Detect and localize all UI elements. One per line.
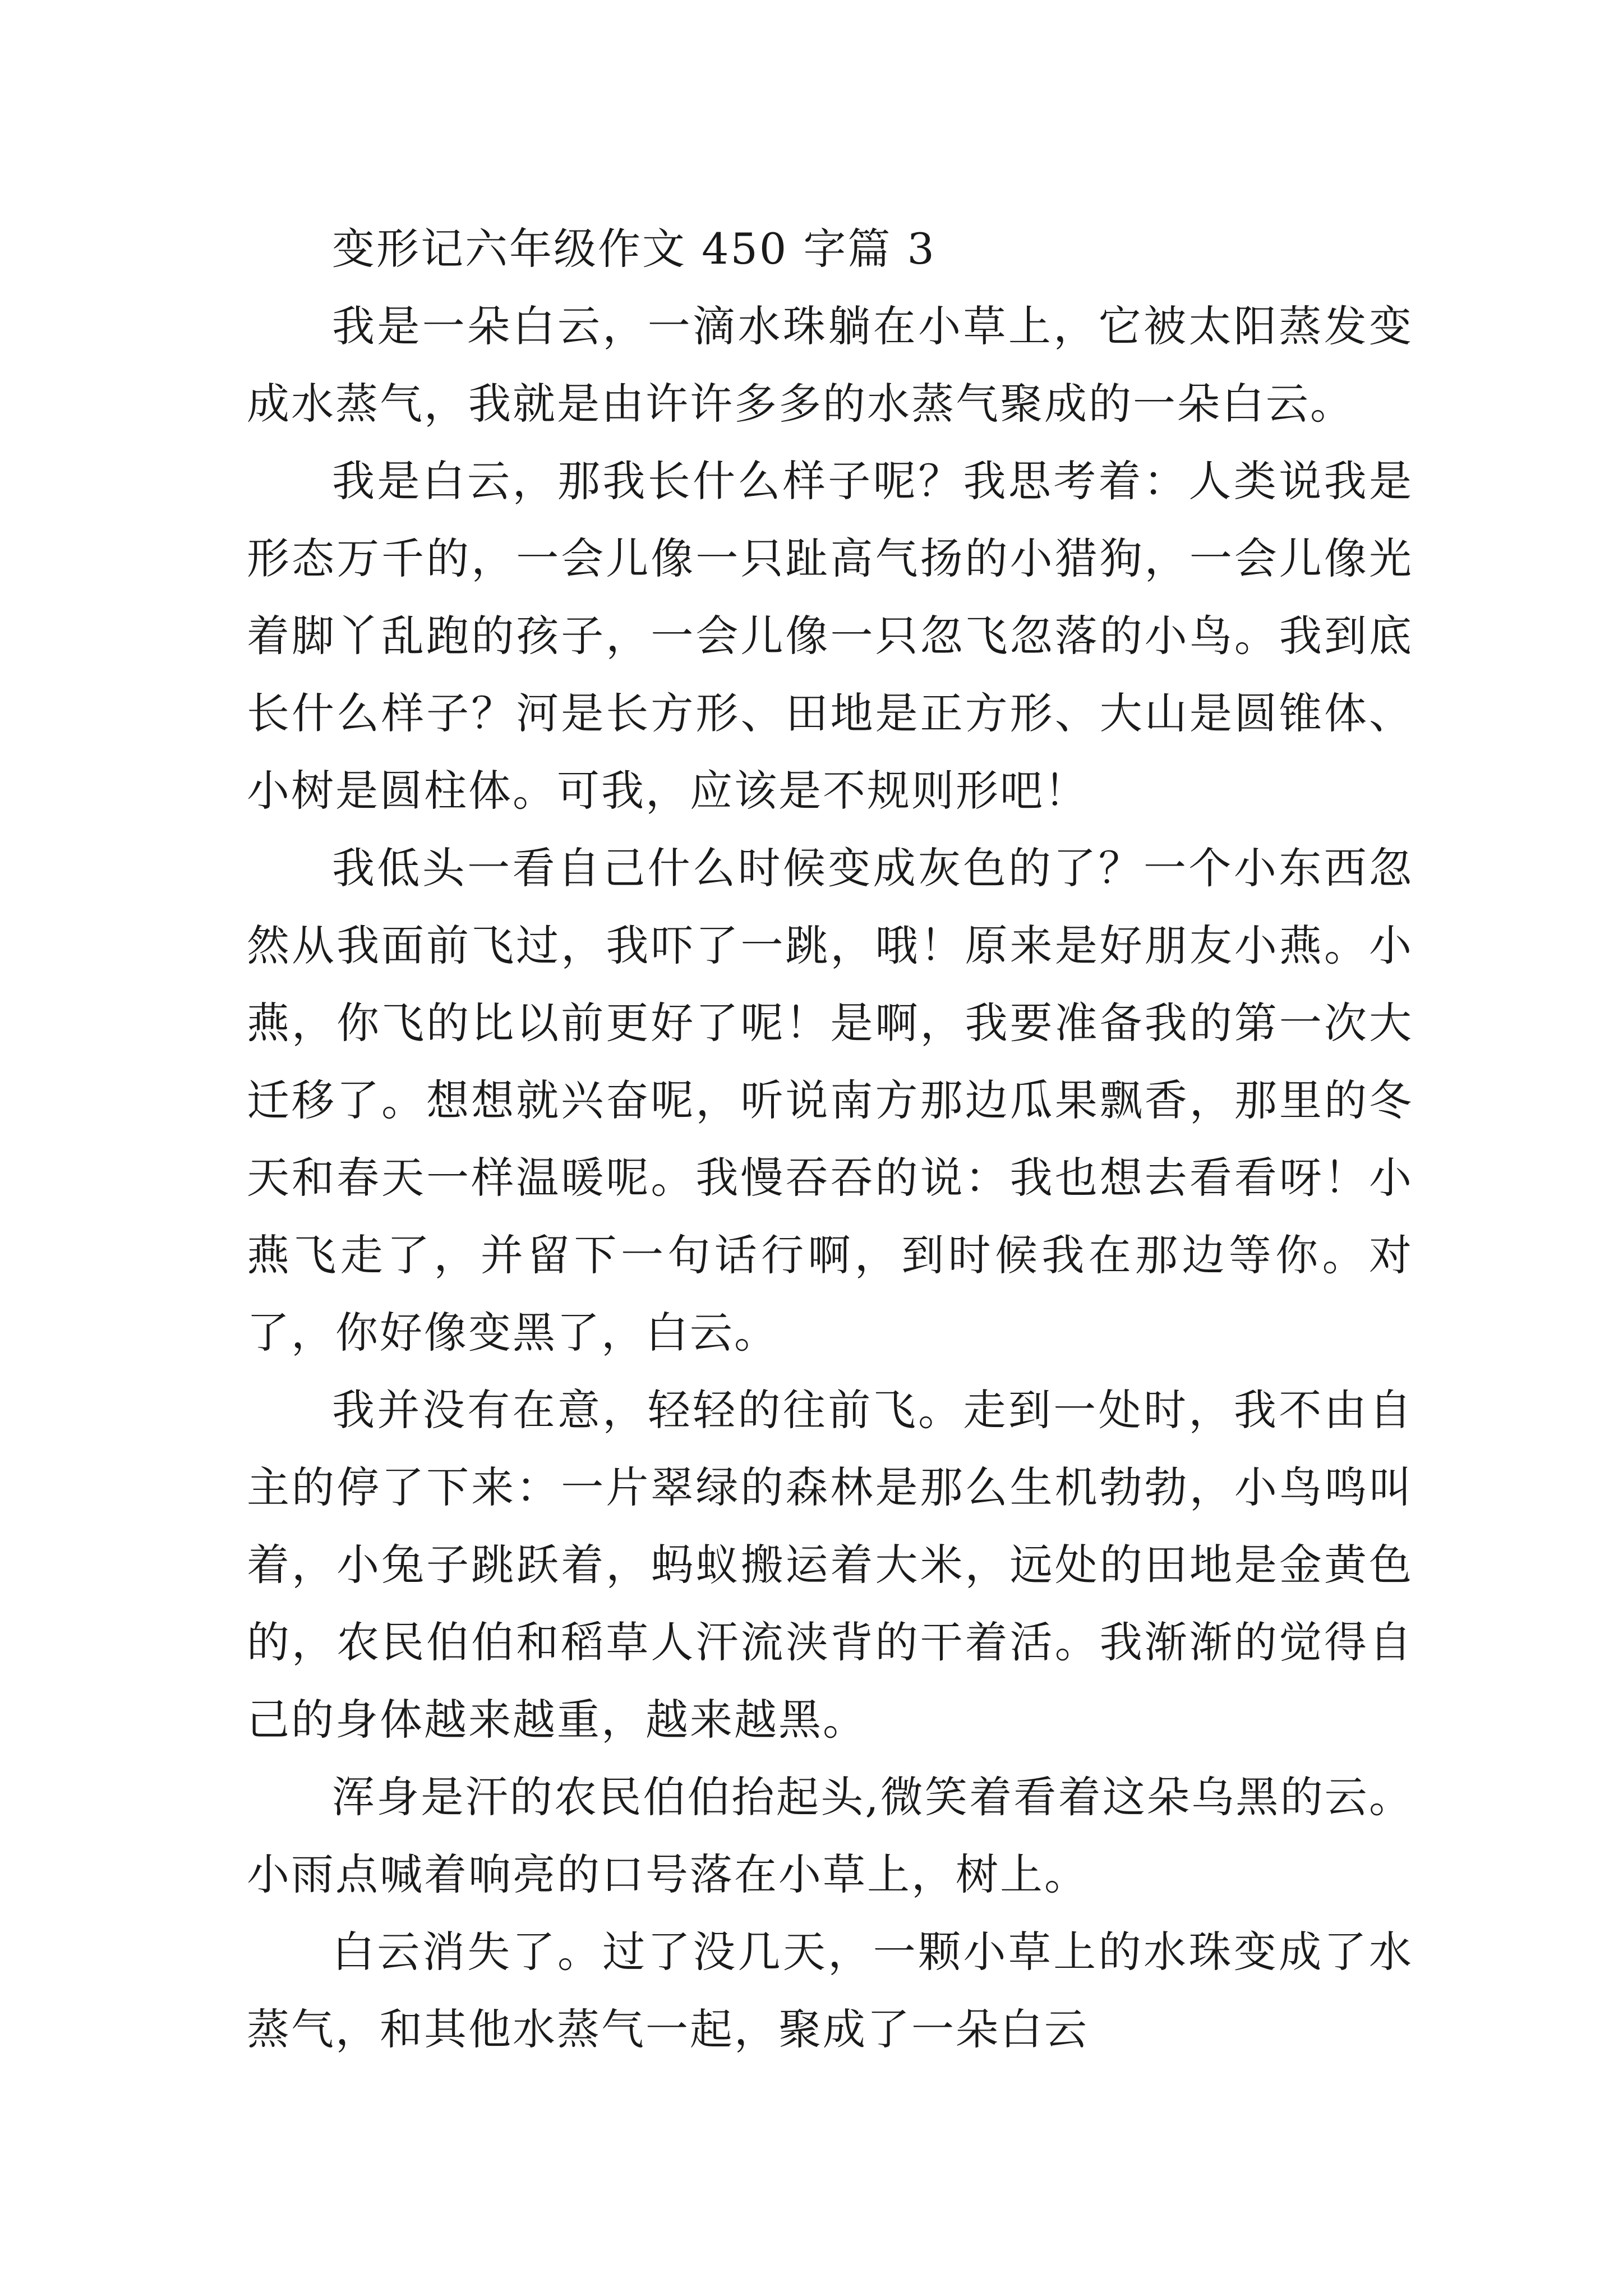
paragraph-5: 浑身是汗的农民伯伯抬起头,微笑着看着这朵乌黑的云。小雨点喊着响亮的口号落在小草上，树上。 [247,1772,1413,1899]
paragraph-3: 我低头一看自己什么时候变成灰色的了？一个小东西忽然从我面前飞过，我吓了一跳，哦！原来是好朋友小燕。小燕，你飞的比以前更好了呢！是啊，我要准备我的第一次大迁移了。想想就兴奋呢，听说南方那边瓜果飘香，那里的冬天和春天一样温暖呢。我慢吞吞的说：我也想去看看呀！小燕飞走了，并留下一句话行啊，到时候我在那边等你。对了，你好像变黑了，白云。 [247,843,1413,1358]
document-body [247,210,1413,2068]
paragraph-4: 我并没有在意，轻轻的往前飞。走到一处时，我不由自主的停了下来：一片翠绿的森林是那么生机勃勃，小鸟鸣叫着，小兔子跳跃着，蚂蚁搬运着大米，远处的田地是金黄色的，农民伯伯和稻草人汗流浃背的干着活。我渐渐的觉得自己的身体越来越重，越来越黑。 [247,1385,1413,1745]
paragraph-6: 白云消失了。过了没几天，一颗小草上的水珠变成了水蒸气，和其他水蒸气一起，聚成了一朵白云 [247,1927,1413,2054]
paragraph-2: 我是白云，那我长什么样子呢？我思考着：人类说我是形态万千的，一会儿像一只趾高气扬的小猎狗，一会儿像光着脚丫乱跑的孩子，一会儿像一只忽飞忽落的小鸟。我到底长什么样子？河是长方形、田地是正方形、大山是圆锥体、小树是圆柱体。可我，应该是不规则形吧！ [247,456,1413,816]
document-title: 变形记六年级作文 450 字篇 3 [332,224,936,274]
paragraph-1: 我是一朵白云，一滴水珠躺在小草上，它被太阳蒸发变成水蒸气，我就是由许许多多的水蒸气聚成的一朵白云。 [247,301,1413,429]
